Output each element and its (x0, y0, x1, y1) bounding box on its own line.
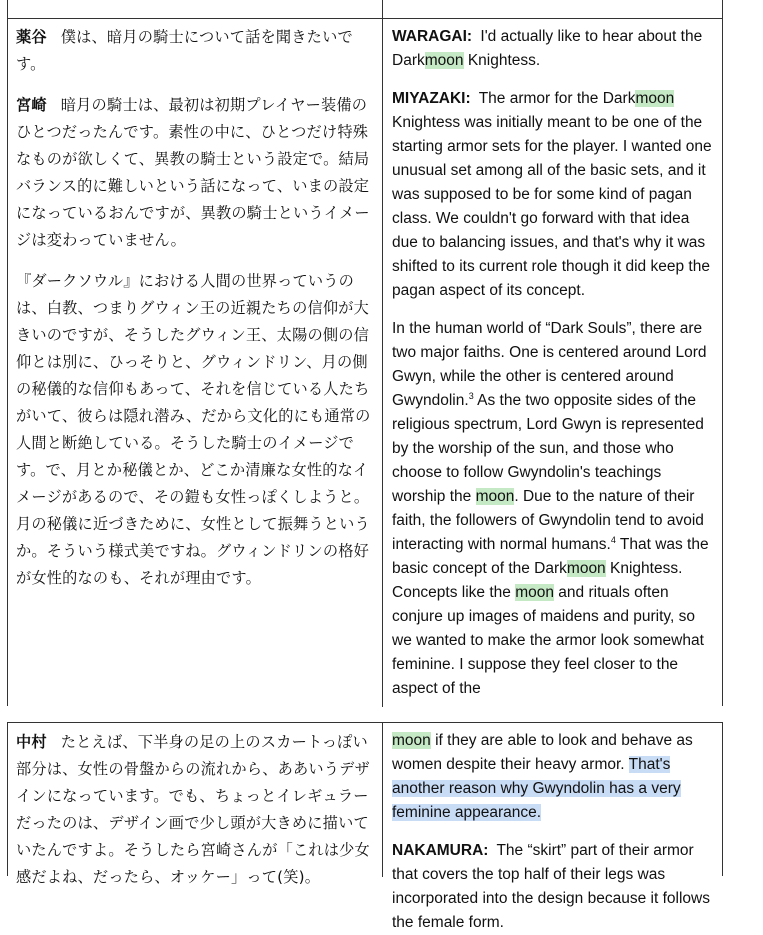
en-paragraph-waragai (392, 25, 715, 73)
lower-japanese-column (8, 723, 382, 886)
highlighted-term: moon (475, 488, 515, 505)
highlighted-term: moon (566, 560, 606, 577)
text-run: if they are able to look and behave as women despite their heavy armor. (392, 732, 693, 773)
paragraph-text: 僕は、暗月の騎士について話を聞きたいです。 (16, 28, 353, 73)
top-left-border-stub (7, 0, 8, 18)
highlighted-term: moon (515, 584, 554, 601)
footnote-marker: 3 (468, 390, 474, 401)
speaker-name: MIYAZAKI: (392, 90, 471, 107)
en-paragraph-continued (392, 729, 715, 825)
text-run: Knightess. Concepts like the (392, 560, 683, 601)
en-paragraph-nakamura (392, 839, 715, 935)
speaker-name: NAKAMURA: (392, 842, 489, 859)
highlighted-sentence: That's another reason why Gwyndolin has a very feminine appearance. (392, 756, 681, 821)
text-run: . Due to the nature of their faith, the followers of Gwyndolin tend to avoid interacting with normal humans. (392, 488, 704, 553)
paragraph-text: 暗月の騎士は、最初は初期プレイヤー装備のひとつだったんです。素性の中に、ひとつだけ特殊なものが欲しくて、異教の騎士という設定で。結局バランス的に難しいという話になって、いまの設定になっているおんですが、異教の騎士というイメージは変わっていません。 (16, 96, 370, 249)
en-paragraph-faith (392, 317, 715, 701)
speaker-name: WARAGAI: (392, 28, 473, 45)
speaker-name: 薬谷 (16, 28, 47, 46)
lower-table (7, 722, 723, 931)
speaker-name: 宮崎 (16, 96, 47, 114)
text-run: In the human world of “Dark Souls”, there are two major faiths. One is centered around Lord Gwyn, while the other is centered around Gwyndolin. (392, 320, 707, 409)
jp-paragraph-nakamura (16, 729, 374, 891)
paragraph-text: 『ダークソウル』における人間の世界っていうのは、白教、つまりグウィン王の近親たちの信仰が大きいのですが、そうしたグウィン王、太陽の側の信仰とは別に、ひっそりと、グウィンドリン、月の側の秘儀的な信仰もあって、それを信じている人たちがいて、彼らは隠れ潜み、だから文化的にも通常の人間と断絶している。そうした騎士のイメージです。で、月とか秘儀とか、どこか清廉な女性的なイメージがあるので、その鎧も女性っぽくしようと。月の秘儀に近づきために、女性として振舞うというか。そういう様式美ですね。グウィンドリンの格好が女性的なのも、それが理由です。 (16, 272, 371, 587)
speaker-name: 中村 (16, 733, 47, 751)
text-run: Knightess. (463, 52, 541, 69)
text-run: The armor for the Dark (478, 90, 636, 107)
highlighted-term: moon (424, 52, 464, 69)
text-run: That was the basic concept of the Dark (392, 536, 709, 577)
en-paragraph-miyazaki (392, 87, 715, 303)
highlighted-term: moon (635, 90, 675, 107)
text-run: I'd actually like to hear about the Dark (392, 28, 703, 69)
top-right-border-stub (722, 0, 723, 18)
jp-paragraph-miyazaki (16, 92, 374, 254)
top-middle-border-stub (382, 0, 383, 18)
highlighted-term: moon (392, 732, 431, 749)
paragraph-text: たとえば、下半身の足の上のスカートっぽい部分は、女性の骨盤からの流れから、ああいうデザインになっています。でも、ちょっとイレギュラーだったのは、デザイン画で少し頭が大きめに描いていたんですよ。そうしたら宮崎さんが「これは少女感だよね、だったら、オッケー」って(笑)。 (16, 733, 370, 886)
upper-table (7, 18, 723, 706)
text-run: and rituals often conjure up images of maidens and purity, so we wanted to make the armor look somewhat feminine. I suppose they feel closer to the aspect of the (392, 584, 704, 697)
footnote-marker: 4 (610, 534, 616, 545)
text-run: Knightess was initially meant to be one of the starting armor sets for the player. I wanted one unusual set among all of the basic sets, and it was supposed to be for some kind of pagan class. We couldn't go forward with that idea due to balancing issues, and that's why it was shifted to its current role though it did keep the pagan aspect of its concept. (392, 114, 712, 299)
jp-paragraph-waragai (16, 24, 374, 78)
upper-japanese-column (8, 19, 382, 706)
upper-english-column (383, 19, 723, 706)
jp-paragraph-faith (16, 268, 374, 592)
text-run: As the two opposite sides of the religious spectrum, Lord Gwyn is represented by the worship of the sun, and those who choose to follow Gwyndolin's teachings worship the (392, 392, 704, 505)
text-run: The “skirt” part of their armor that covers the top half of their legs was incorporated into the design because it follows the female form. (392, 842, 710, 931)
lower-english-column (383, 723, 723, 931)
